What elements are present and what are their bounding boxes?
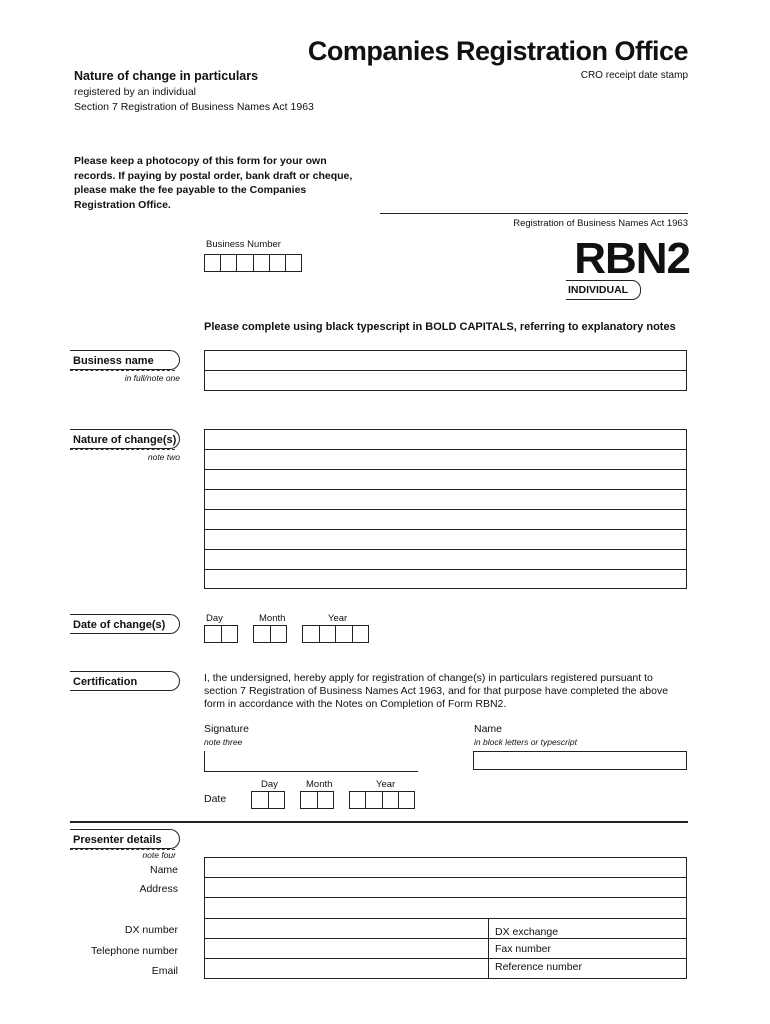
cert-year-label: Year — [376, 779, 396, 790]
presenter-dx-label: DX number — [124, 924, 178, 936]
id-divider — [380, 213, 688, 214]
form-code: RBN2 — [574, 234, 690, 283]
cert-day-label: Day — [261, 779, 278, 790]
business-name-label: Business name — [70, 350, 180, 370]
presenter-address-label: Address — [139, 883, 178, 895]
business-name-field[interactable] — [204, 350, 687, 391]
business-name-dots — [70, 370, 175, 371]
subtitle-individual: registered by an individual — [74, 86, 196, 98]
fax-label: Fax number — [495, 943, 552, 955]
presenter-column-divider — [488, 918, 489, 979]
dx-exchange-label: DX exchange — [495, 926, 559, 938]
presenter-name-label: Name — [149, 864, 178, 876]
signature-note: note three — [204, 737, 243, 747]
reference-label: Reference number — [495, 961, 582, 973]
instruction: Please complete using black typescript in BOLD CAPITALS, referring to explanatory notes — [204, 321, 676, 333]
photocopy-notice: Please keep a photocopy of this form for your own records. If paying by postal order, bank draft or cheque, please make the fee payable to the Companies Registration Office. — [74, 155, 353, 211]
cert-date-label: Date — [204, 793, 227, 805]
business-number-input[interactable] — [204, 254, 302, 272]
stamp-label: CRO receipt date stamp — [580, 70, 688, 81]
signature-label: Signature — [204, 723, 249, 735]
date-change-label: Date of change(s) — [70, 614, 180, 634]
name-note: in block letters or typescript — [474, 737, 577, 747]
cert-year-input[interactable] — [349, 791, 415, 809]
nature-dots — [70, 449, 175, 450]
form-type-tag: INDIVIDUAL — [566, 280, 641, 300]
presenter-fields[interactable] — [204, 857, 687, 979]
date-month-input[interactable] — [253, 625, 287, 643]
presenter-label: Presenter details — [70, 829, 180, 849]
cert-day-input[interactable] — [251, 791, 285, 809]
cert-month-input[interactable] — [300, 791, 334, 809]
nature-field[interactable] — [204, 429, 687, 589]
certification-label: Certification — [70, 671, 180, 691]
presenter-phone-label: Telephone number — [91, 945, 178, 957]
certification-text: I, the undersigned, hereby apply for registration of change(s) in particulars registered pursuant to section 7 Registration of Business Names Act 1963, and for that purpose have completed the above form in accordance with the Notes on Completion of Form RBN2. — [204, 672, 669, 710]
presenter-divider — [70, 821, 688, 823]
presenter-note: note four — [142, 850, 176, 860]
signature-field[interactable] — [204, 751, 418, 772]
business-name-note: in full/note one — [124, 373, 180, 383]
business-number-label: Business Number — [206, 239, 281, 250]
nature-note: note two — [147, 452, 180, 462]
office-title: Companies Registration Office — [307, 36, 688, 66]
date-year-input[interactable] — [302, 625, 369, 643]
nature-label: Nature of change(s) — [70, 429, 180, 449]
date-day-input[interactable] — [204, 625, 238, 643]
name-label: Name — [474, 723, 503, 735]
presenter-email-label: Email — [151, 965, 178, 977]
subtitle-act: Section 7 Registration of Business Names Act 1963 — [74, 101, 314, 113]
date-month-label: Month — [259, 613, 286, 624]
date-day-label: Day — [206, 613, 223, 624]
date-year-label: Year — [328, 613, 348, 624]
form-act: Registration of Business Names Act 1963 — [513, 218, 688, 229]
name-field[interactable] — [473, 751, 687, 770]
form-title: Nature of change in particulars — [74, 69, 259, 83]
cert-month-label: Month — [306, 779, 333, 790]
